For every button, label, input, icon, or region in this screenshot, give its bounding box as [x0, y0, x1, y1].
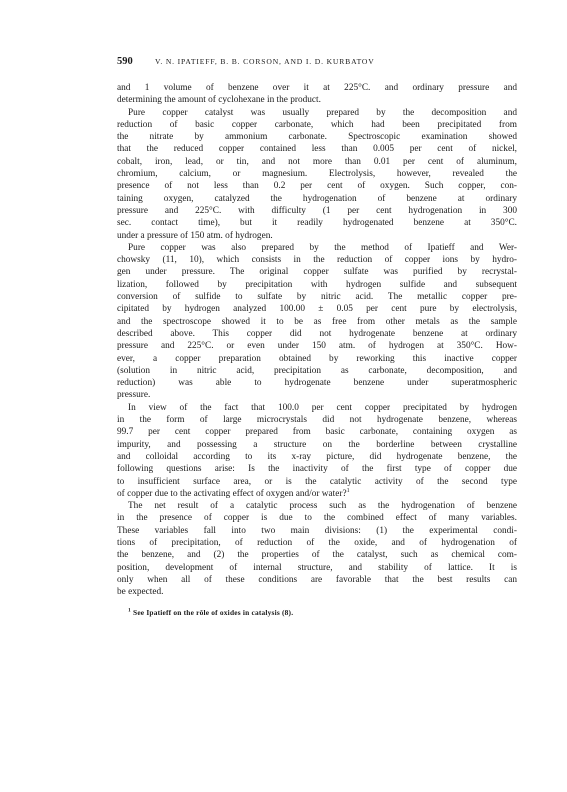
- text-line-content: and colloidal according to its x-ray picture, did hydrogenate benzene, the: [117, 451, 517, 462]
- text-line: [117, 205, 517, 217]
- text-line-content: only when all of these conditions are favorable that the best results can: [117, 574, 517, 585]
- page-number: 590: [117, 56, 133, 67]
- running-head: [117, 56, 517, 72]
- footnote: [117, 608, 517, 617]
- text-line-content: conversion of sulfide to sulfate by nitric acid. The metallic copper pre-: [117, 292, 517, 303]
- text-line: [117, 193, 517, 205]
- body-text: [117, 82, 517, 598]
- text-line-content: and 1 volume of benzene over it at 225°C. and ordinary pressure and: [117, 83, 517, 93]
- text-line: [117, 266, 517, 278]
- text-line: [117, 463, 517, 475]
- text-line: [117, 340, 517, 352]
- text-line-content: cobalt, iron, lead, or tin, and not more than 0.01 per cent of aluminum,: [117, 156, 517, 167]
- text-line: [117, 143, 517, 155]
- text-line-content: the benzene, and (2) the properties of the catalyst, such as chemical com-: [117, 550, 517, 561]
- text-line: [117, 230, 517, 242]
- text-line-content: sec. contact time), but it readily hydrogenated benzene at 350°C.: [117, 218, 517, 229]
- text-line-content: under a pressure of 150 atm. of hydrogen.: [117, 230, 273, 241]
- text-line-content: be expected.: [117, 587, 164, 598]
- text-line-content: lization, followed by precipitation with hydrogen sulfide and subsequent: [117, 279, 517, 290]
- text-line: [117, 512, 517, 524]
- text-line-content: gen under pressure. The original copper sulfate was purified by recrystal-: [117, 267, 517, 278]
- text-line: [117, 242, 517, 254]
- text-line-content: pressure and 225°C. or even under 150 atm. of hydrogen at 350°C. How-: [117, 341, 517, 352]
- text-line-content: ever, a copper preparation obtained by reworking this inactive copper: [117, 353, 517, 364]
- text-line: [117, 488, 517, 500]
- text-line-content: 99.7 per cent copper prepared from basic carbonate, containing oxygen as: [117, 427, 517, 438]
- text-line: [117, 303, 517, 315]
- text-line: [117, 389, 517, 401]
- text-line: [117, 353, 517, 365]
- text-line: [117, 291, 517, 303]
- text-line-content: impurity, and possessing a structure on the borderline between crystalline: [117, 439, 517, 450]
- text-line: [117, 451, 517, 463]
- text-line: [117, 156, 517, 168]
- text-line-content: Pure copper was also prepared by the method of Ipatieff and Wer-: [128, 242, 517, 253]
- text-line-content: position, development of internal structure, and stability of lattice. It is: [117, 562, 517, 573]
- text-line: [117, 426, 517, 438]
- page: [117, 56, 517, 617]
- paragraph: [117, 402, 517, 500]
- text-line-content: described above. This copper did not hydrogenate benzene at ordinary: [117, 328, 517, 339]
- text-line: [117, 414, 517, 426]
- text-line: [117, 365, 517, 377]
- text-line-content: pressure and 225°C. with difficulty (1 per cent hydrogenation in 300: [117, 205, 517, 216]
- text-line-content: in the form of large microcrystals did not hydrogenate benzene, whereas: [117, 415, 517, 426]
- text-line: [117, 94, 517, 106]
- text-line-content: taining oxygen, catalyzed the hydrogenation of benzene at ordinary: [117, 193, 517, 204]
- text-line: [117, 476, 517, 488]
- text-line: [117, 574, 517, 586]
- text-line-content: following questions arise: Is the inactivity of the first type of copper due: [117, 464, 517, 475]
- text-line: [117, 402, 517, 414]
- text-line-content: presence of not less than 0.2 per cent of oxygen. Such copper, con-: [117, 181, 517, 192]
- text-line: [117, 525, 517, 537]
- text-line: [117, 131, 517, 143]
- text-line: [117, 377, 517, 389]
- text-line-content: Pure copper catalyst was usually prepared by the decomposition and: [128, 107, 517, 118]
- footnote-text: See Ipatieff on the rôle of oxides in catalysis (8).: [133, 608, 294, 618]
- running-head-authors: V. N. IPATIEFF, B. B. CORSON, AND I. D. KURBATOV: [155, 57, 375, 66]
- text-line-content: In view of the fact that 100.0 per cent copper precipitated by hydrogen: [128, 402, 517, 413]
- text-line: [117, 537, 517, 549]
- text-line: [117, 549, 517, 561]
- text-line-content: reduction) was able to hydrogenate benzene under superatmospheric: [117, 378, 517, 389]
- footnote-reference: 1: [346, 487, 350, 494]
- text-line-content: to insufficient surface area, or is the catalytic activity of the second type: [117, 476, 517, 487]
- paragraph: [117, 242, 517, 402]
- text-line-content: pressure.: [117, 390, 151, 401]
- text-line-content: of copper due to the activating effect of oxygen and/or water?: [117, 488, 347, 499]
- text-line: [117, 562, 517, 574]
- text-line-content: The net result of a catalytic process such as the hydrogenation of benzene: [128, 501, 517, 512]
- paragraph: [117, 107, 517, 242]
- text-line: [117, 82, 517, 94]
- text-line: [117, 180, 517, 192]
- text-line-content: and the spectroscope showed it to be as free from other metals as the sample: [117, 316, 517, 327]
- text-line-content: the nitrate by ammonium carbonate. Spectroscopic examination showed: [117, 132, 517, 143]
- text-line: [117, 500, 517, 512]
- text-line: [117, 217, 517, 229]
- text-line: [117, 328, 517, 340]
- text-line: [117, 586, 517, 598]
- text-line-content: chromium, calcium, or magnesium. Electrolysis, however, revealed the: [117, 169, 517, 180]
- text-line-content: reduction of basic copper carbonate, which had been precipitated from: [117, 119, 517, 130]
- paragraph: [117, 500, 517, 598]
- text-line-content: These variables fall into two main divisions: (1) the experimental condi-: [117, 525, 517, 536]
- text-line: [117, 107, 517, 119]
- text-line: [117, 439, 517, 451]
- text-line: [117, 279, 517, 291]
- paragraph: [117, 82, 517, 107]
- text-line-content: determining the amount of cyclohexane in the product.: [117, 95, 321, 106]
- text-line-content: tions of precipitation, of reduction of the oxide, and of hydrogenation of: [117, 537, 517, 548]
- text-line-content: chowsky (11, 10), which consists in the reduction of copper ions by hydro-: [117, 255, 517, 266]
- text-line-content: cipitated by hydrogen analyzed 100.00 ± 0.05 per cent pure by electrolysis,: [117, 304, 517, 315]
- text-line: [117, 119, 517, 131]
- text-line-content: (solution in nitric acid, precipitation as carbonate, decomposition, and: [117, 365, 517, 376]
- text-line: [117, 254, 517, 266]
- text-line: [117, 316, 517, 328]
- text-line: [117, 168, 517, 180]
- text-line-content: in the presence of copper is due to the combined effect of many variables.: [117, 513, 517, 524]
- text-line-content: that the reduced copper contained less than 0.005 per cent of nickel,: [117, 144, 517, 155]
- footnote-marker: 1: [128, 608, 131, 614]
